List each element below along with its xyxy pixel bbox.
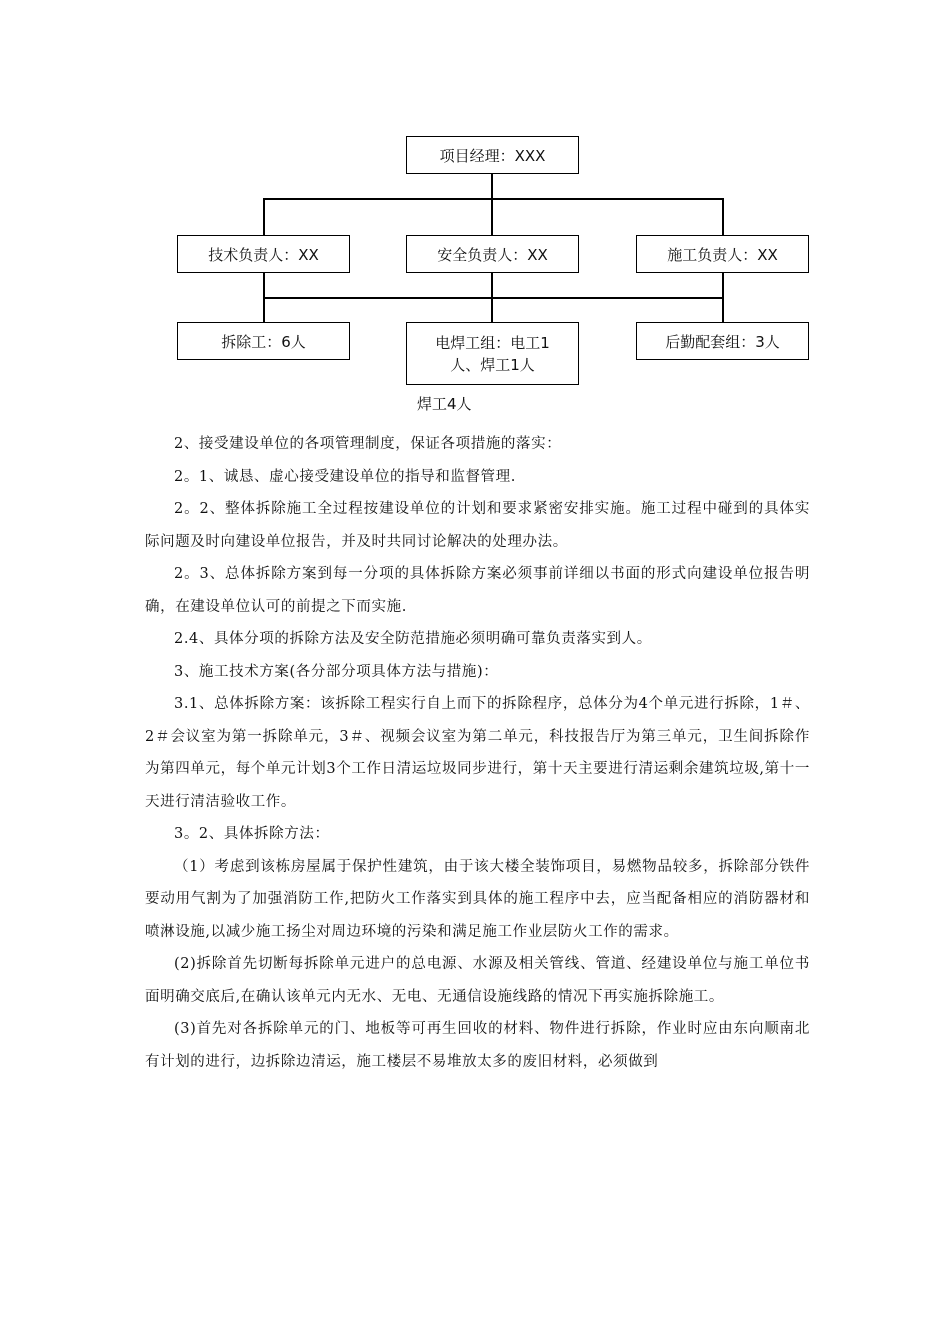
paragraph: 2.4、具体分项的拆除方法及安全防范措施必须明确可靠负责落实到人。 [174, 631, 652, 647]
tech-lead-label: 技术负责人：XX [208, 245, 319, 264]
paragraph: (2)拆除首先切断每拆除单元进户的总电源、水源及相关管线、管道、经建设单位与施工单位书面明确交底后,在确认该单元内无水、无电、无通信设施线路的情况下再实施拆除施工。 [145, 956, 810, 1005]
manager-box [406, 136, 579, 174]
demolition-team-label: 拆除工：6人 [221, 332, 306, 351]
logistics-team-box [636, 322, 809, 360]
connector-left-drop [263, 198, 265, 235]
paragraph: 3.1、总体拆除方案：该拆除工程实行自上而下的拆除程序，总体分为4个单元进行拆除，1＃、2＃会议室为第一拆除单元，3＃、视频会议室为第二单元，科技报告厅为第三单元，卫生间拆除作为第四单元，每个单元计划3个工作日清运垃圾同步进行，第十天主要进行清运剩余建筑垃圾,第十一天进行清洁验收工作。 [145, 696, 810, 810]
connector-mid-drop [491, 198, 493, 235]
tech-lead-box [177, 235, 350, 273]
paragraph: 2、接受建设单位的各项管理制度，保证各项措施的落实： [174, 436, 562, 452]
connector-bottom-horizontal [263, 297, 723, 299]
paragraph: (3)首先对各拆除单元的门、地板等可再生回收的材料、物件进行拆除，作业时应由东向顺南北有计划的进行，边拆除边清运，施工楼层不易堆放太多的废旧材料，必须做到 [145, 1021, 810, 1070]
paragraph: 2。1、诚恳、虚心接受建设单位的指导和监督管理. [174, 468, 516, 485]
manager-label: 项目经理：XXX [439, 146, 546, 165]
connector-manager-down [491, 173, 493, 199]
electric-welding-team-line2: 人、焊工1人 [450, 355, 535, 374]
safety-lead-box [406, 235, 579, 273]
construction-lead-label: 施工负责人：XX [667, 245, 778, 264]
welder-count-caption: 焊工4人 [417, 395, 472, 413]
logistics-team-label: 后勤配套组：3人 [665, 332, 780, 351]
electric-welding-team-line1: 电焊工组：电工1 [435, 333, 550, 352]
safety-lead-label: 安全负责人：XX [437, 245, 548, 264]
paragraph: 3、施工技术方案(各分部分项具体方法与措施)： [174, 663, 499, 680]
org-chart [0, 0, 950, 420]
electric-welding-team-box [406, 322, 579, 385]
paragraph: 2。2、整体拆除施工全过程按建设单位的计划和要求紧密安排实施。施工过程中碰到的具体实际问题及时向建设单位报告，并及时共同讨论解决的处理办法。 [145, 501, 810, 550]
connector-right-drop [722, 198, 724, 235]
demolition-team-box [177, 322, 350, 360]
paragraph: （1）考虑到该栋房屋属于保护性建筑，由于该大楼全装饰项目，易燃物品较多，拆除部分铁件要动用气割为了加强消防工作,把防火工作落实到具体的施工程序中去，应当配备相应的消防器材和喷淋设施,以减少施工扬尘对周边环境的污染和满足施工作业层防火工作的需求。 [145, 858, 810, 940]
construction-lead-box [636, 235, 809, 273]
paragraph: 2。3、总体拆除方案到每一分项的具体拆除方案必须事前详细以书面的形式向建设单位报告明确，在建设单位认可的前提之下而实施. [145, 566, 810, 615]
connector-top-horizontal [263, 198, 723, 200]
paragraph: 3。2、具体拆除方法： [174, 826, 330, 842]
document-body [145, 428, 810, 1078]
